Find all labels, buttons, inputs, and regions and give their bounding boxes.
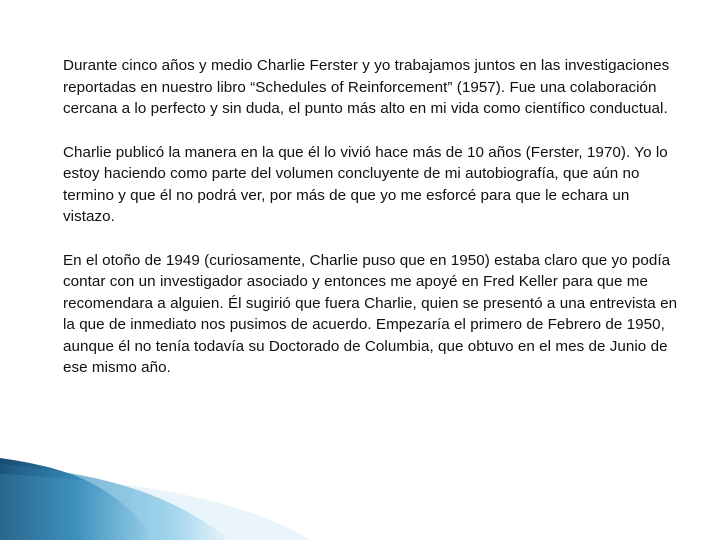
paragraph-3: En el otoño de 1949 (curiosamente, Charlie puso que en 1950) estaba claro que yo podía contar con un investigador asociado y entonces me apoyé en Fred Keller para que me recomendara a alguien. Él sugirió que fuera Charlie, quien se presentó a una entrevista en la que de inmediato nos pusimos de acuerdo. Empezaría el primero de Febrero de 1950, aunque él no tenía todavía su Doctorado de Columbia, que obtuvo en el mes de Junio de ese mismo año. [63,251,678,376]
corner-decoration [0,450,720,540]
paragraph-1: Durante cinco años y medio Charlie Ferster y yo trabajamos juntos en las investigaciones reportadas en nuestro libro “Schedules of Reinforcement” (1957). Fue una colaboración cercana a lo perfecto y sin duda, el punto más alto en mi vida como científico conductual. [63,57,670,117]
text-content [63,55,685,401]
paragraph-2: Charlie publicó la manera en la que él lo vivió hace más de 10 años (Ferster, 1970). Yo lo estoy haciendo como parte del volumen concluyente de mi autobiografía, que aún no termino y que él no podrá ver, por más de que yo me esforcé para que le echara un vistazo. [63,143,668,225]
